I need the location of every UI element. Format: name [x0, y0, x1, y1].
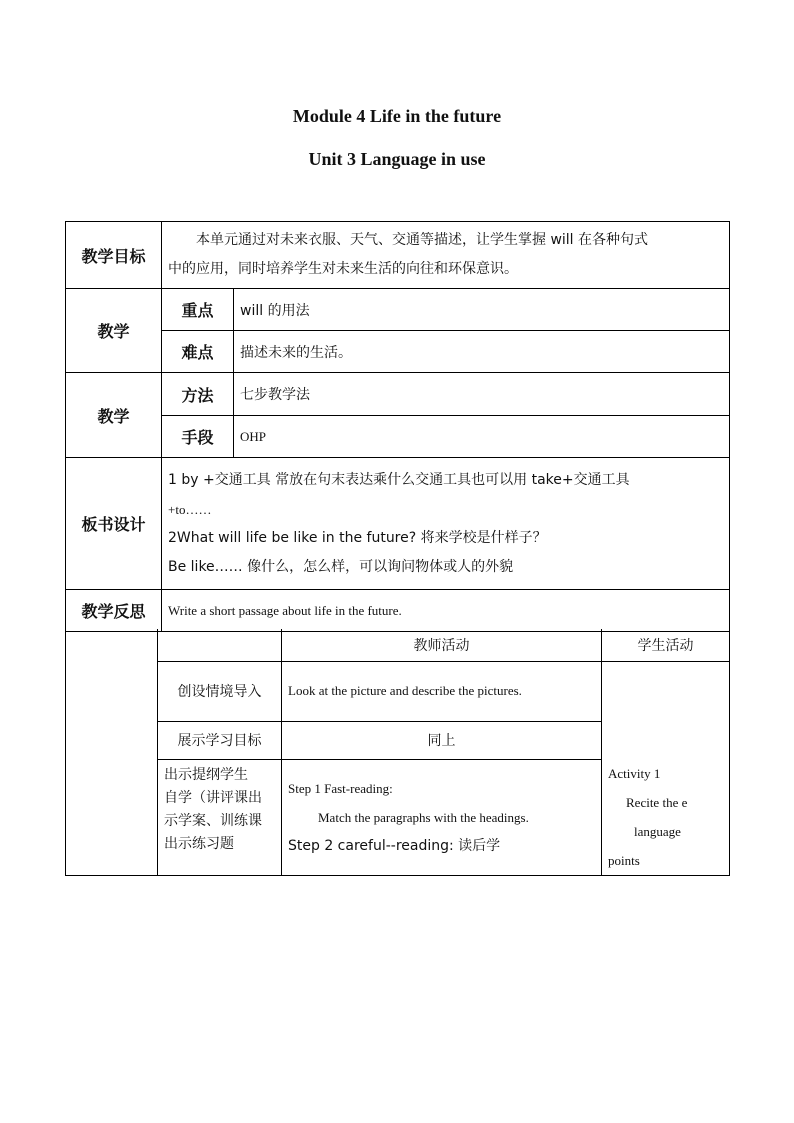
page-title: Module 4 Life in the future [292, 106, 502, 126]
difficult-point-value: 描述未来的生活。 [234, 331, 730, 373]
process-step-2: 展示学习目标 [158, 721, 282, 759]
page-subtitle: Unit 3 Language in use [308, 149, 486, 169]
board-line-1: 1 by +交通工具 常放在句末表达乘什么交通工具也可以用 take+交通工具 [168, 471, 630, 488]
lesson-plan-table [65, 221, 730, 632]
objective-row [66, 222, 730, 289]
process-row [66, 661, 730, 721]
process-step-3 [158, 759, 282, 875]
reflection-label: 教学反思 [66, 590, 162, 632]
objective-line-2: 中的应用，同时培养学生对未来生活的向往和环保意识。 [168, 261, 518, 277]
process-step-3-line-3: 示学案、训练课 [164, 812, 262, 829]
board-design-content [162, 458, 730, 590]
means-row [66, 416, 730, 458]
student-activity-line-2: Recite the e [626, 794, 688, 810]
process-teacher-3 [282, 759, 602, 875]
method-label: 教学 [66, 373, 162, 458]
focus-label: 教学 [66, 289, 162, 373]
difficult-point-label: 难点 [162, 331, 234, 373]
teacher-step-line-2: Match the paragraphs with the headings. [318, 809, 529, 825]
process-header-step [158, 629, 282, 661]
teaching-process-table [65, 629, 730, 876]
process-teacher-1: Look at the picture and describe the pictures. [282, 661, 602, 721]
student-activity-line-3: language [634, 823, 681, 839]
process-left-blank [66, 629, 158, 875]
board-line-3: 2What will life be like in the future? 将来学校是什样子？ [168, 529, 547, 546]
process-teacher-2: 同上 [282, 721, 602, 759]
board-line-4: Be like…… 像什么，怎么样，可以询问物体或人的外貌 [168, 558, 514, 575]
teaching-method-label: 方法 [162, 373, 234, 416]
board-design-row [66, 458, 730, 590]
process-step-1: 创设情境导入 [158, 661, 282, 721]
process-header-row [66, 629, 730, 661]
board-line-2: +to…… [168, 501, 212, 517]
teacher-step-line-3: Step 2 careful--reading: 读后学 [288, 837, 501, 854]
focus-row-difficult [66, 331, 730, 373]
board-design-label: 板书设计 [66, 458, 162, 590]
student-activity-cell [602, 661, 730, 875]
teacher-activity-header: 教师活动 [282, 629, 602, 661]
teaching-means-label: 手段 [162, 416, 234, 458]
reflection-value: Write a short passage about life in the future. [162, 590, 730, 632]
key-point-label: 重点 [162, 289, 234, 331]
objective-label: 教学目标 [66, 222, 162, 289]
reflection-row [66, 590, 730, 632]
student-activity-line-1: Activity 1 [608, 765, 661, 781]
process-step-3-line-2: 自学（讲评课出 [164, 789, 262, 806]
key-point-value: will 的用法 [234, 289, 730, 331]
teaching-means-value: OHP [234, 416, 730, 458]
method-row [66, 373, 730, 416]
focus-row-key [66, 289, 730, 331]
process-step-3-line-4: 出示练习题 [164, 835, 234, 852]
objective-line-1: 本单元通过对未来衣服、天气、交通等描述，让学生掌握 will 在各种句式 [196, 232, 649, 248]
student-activity-line-4: points [608, 852, 640, 868]
objective-text [162, 222, 730, 289]
student-activity-header: 学生活动 [602, 629, 730, 661]
teaching-method-value: 七步教学法 [234, 373, 730, 416]
process-step-3-line-1: 出示提纲学生 [164, 766, 248, 783]
teacher-step-line-1: Step 1 Fast-reading: [288, 780, 393, 796]
